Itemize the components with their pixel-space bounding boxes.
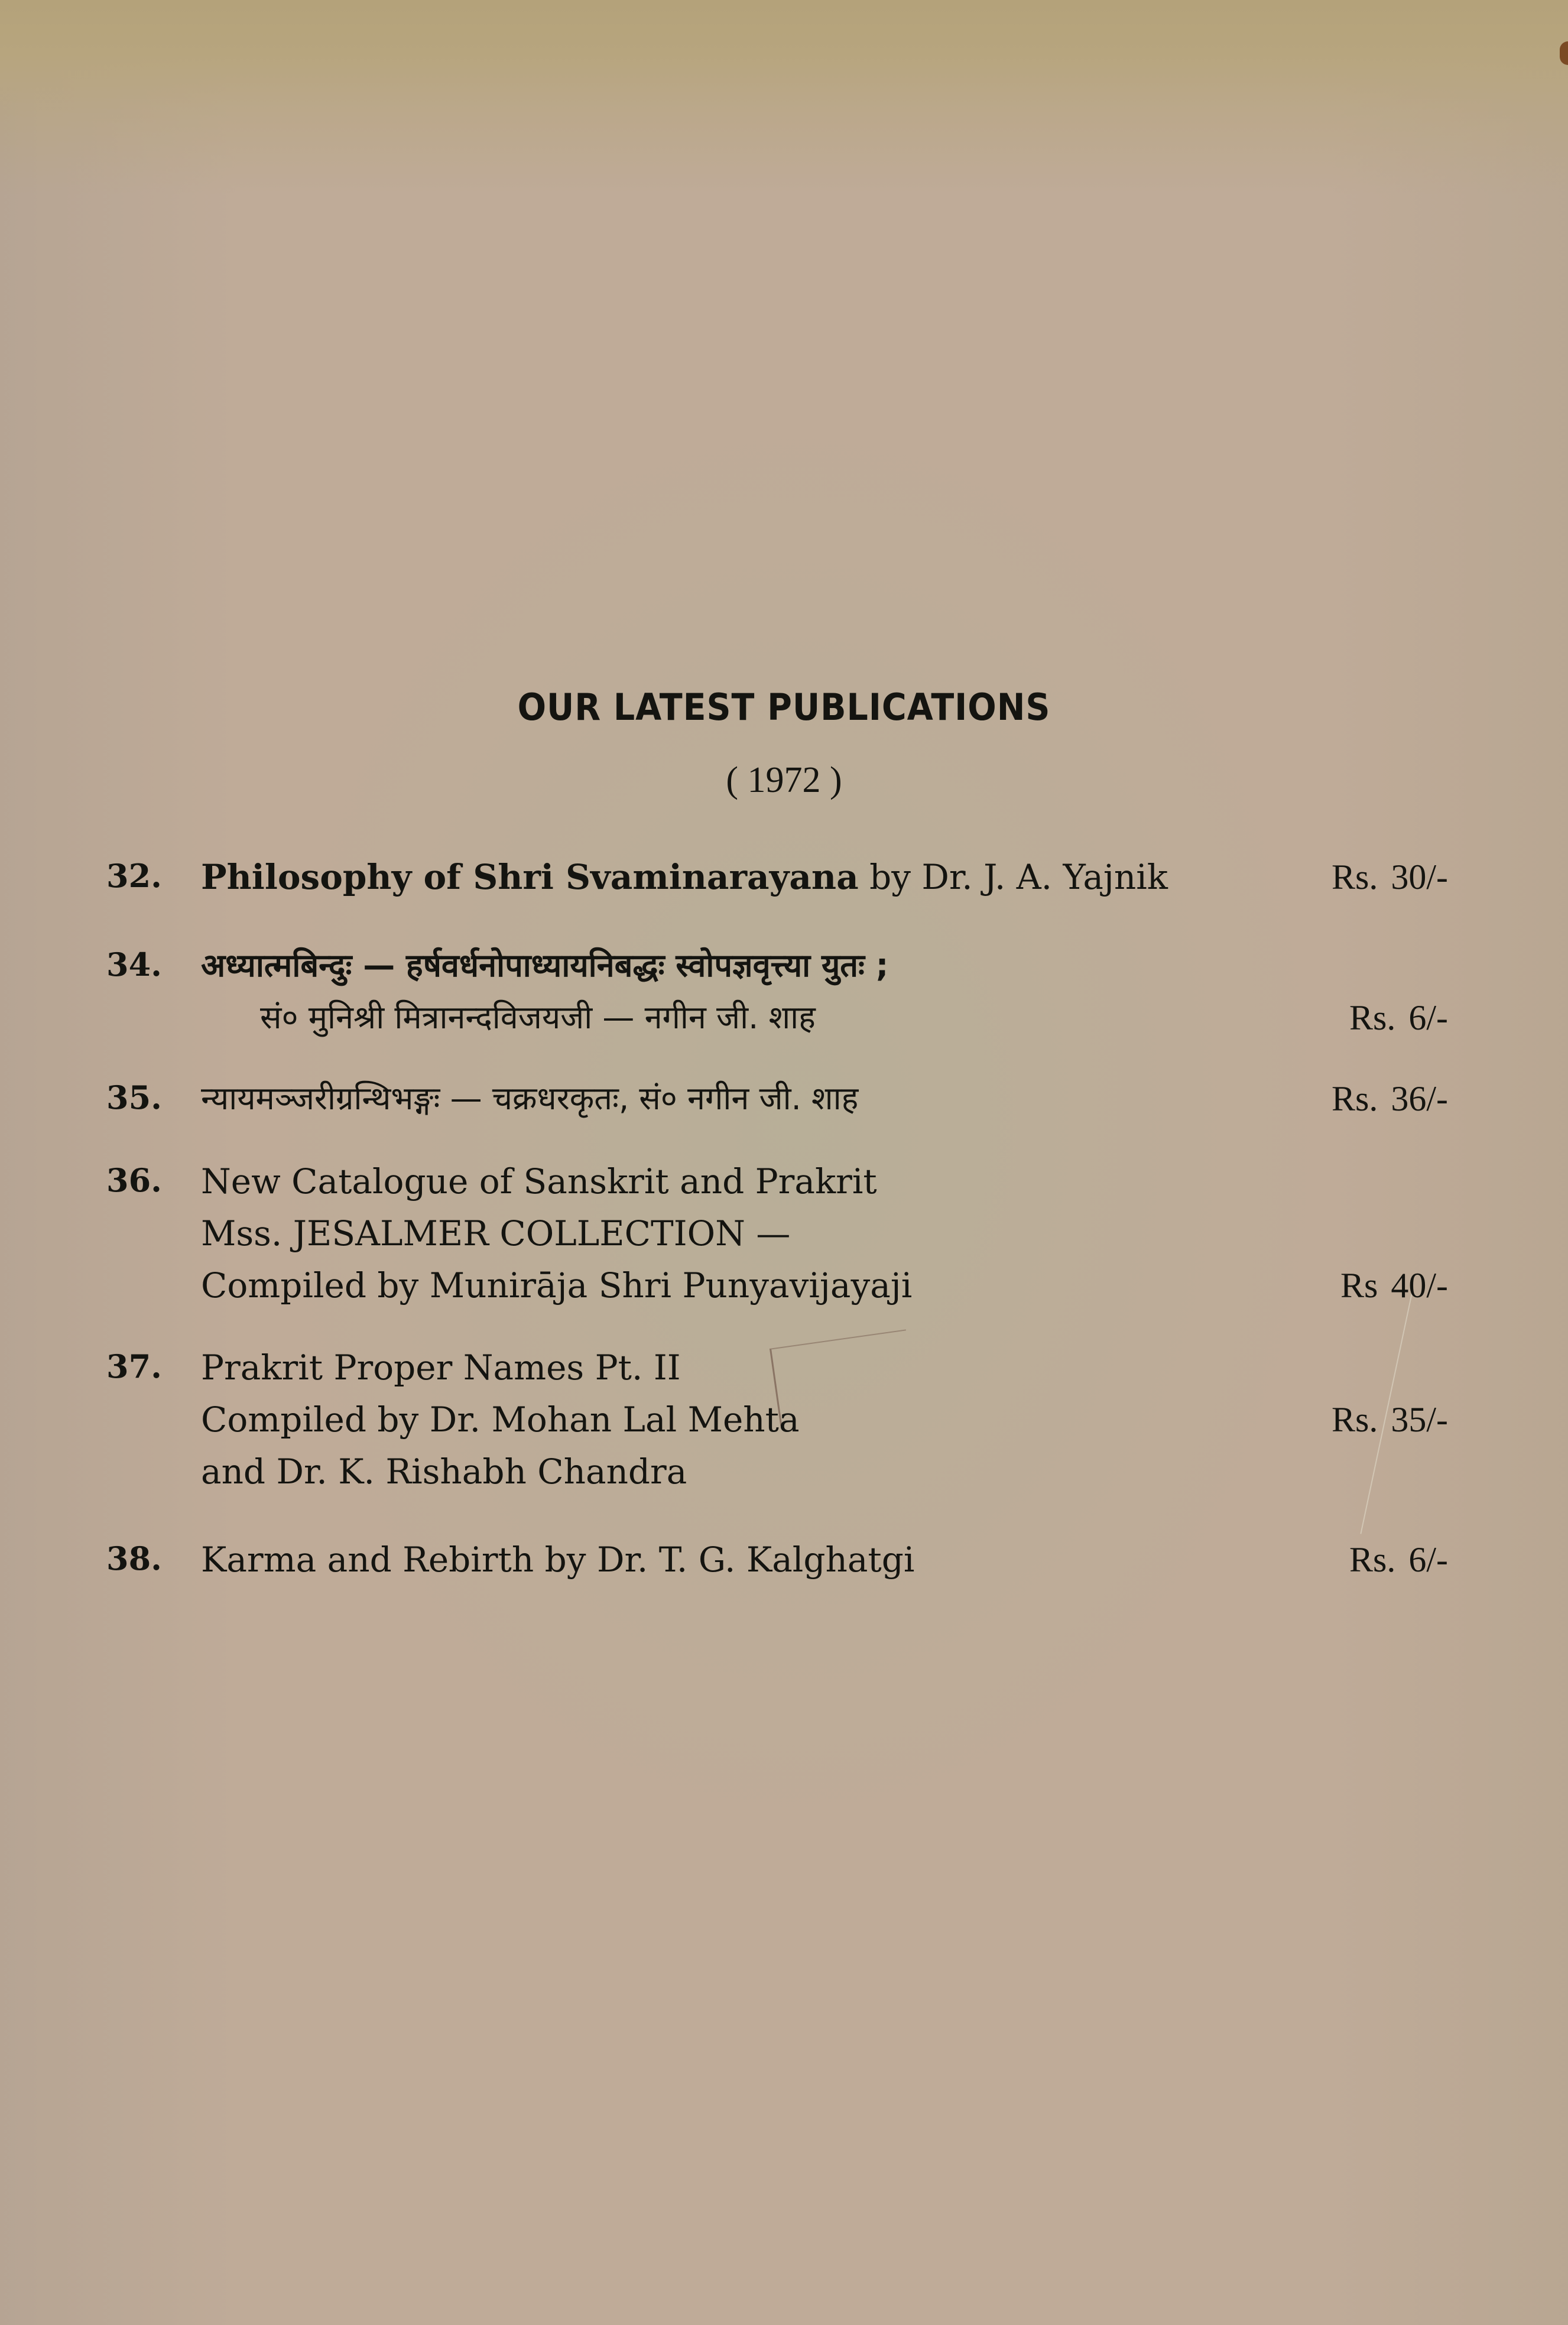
entry-number: 32. — [106, 857, 162, 895]
entry-author: by Dr. J. A. Yajnik — [858, 857, 1168, 897]
publication-year: ( 1972 ) — [726, 760, 842, 800]
entry-text — [201, 851, 1324, 903]
entry-line: सं० मुनिश्री मित्रानन्दविजयजी — नगीन जी. शाह — [260, 999, 816, 1036]
price-value: 6/- — [1408, 1540, 1448, 1579]
price-currency: Rs. — [1349, 1540, 1396, 1579]
entry-number: 37. — [106, 1347, 162, 1385]
entry-number: 38. — [106, 1540, 162, 1577]
entry-number: 36. — [106, 1161, 162, 1199]
entry-line: and Dr. K. Rishabh Chandra — [201, 1451, 687, 1492]
price-value: 40/- — [1391, 1266, 1448, 1305]
entry-line — [201, 851, 1324, 903]
price-currency: Rs. — [1349, 998, 1396, 1037]
price-currency: Rs. — [1331, 1400, 1378, 1439]
entry-price — [1332, 851, 1448, 903]
entry-line: Prakrit Proper Names Pt. II — [201, 1347, 681, 1388]
entry-line: Compiled by Dr. Mohan Lal Mehta — [201, 1399, 800, 1440]
page-title: OUR LATEST PUBLICATIONS — [517, 686, 1051, 729]
price-value: 30/- — [1391, 858, 1448, 897]
entry-title: Philosophy of Shri Svaminarayana — [201, 857, 859, 897]
entry-line: अध्यात्मबिन्दुः — हर्षवर्धनोपाध्यायनिबद्धः स्वोपज्ञवृत्त्या युतः ; — [201, 947, 889, 984]
entry-line: Compiled by Munirāja Shri Punyavijayaji — [201, 1265, 913, 1306]
price-value: 6/- — [1408, 998, 1448, 1037]
entry-text — [201, 1342, 1324, 1498]
price-currency: Rs. — [1331, 1079, 1378, 1118]
entry-text — [201, 1073, 1324, 1125]
entry-price — [1349, 1534, 1448, 1586]
entry-text — [201, 1534, 1324, 1586]
entry-price — [1332, 1394, 1448, 1446]
price-value: 35/- — [1391, 1400, 1448, 1439]
price-value: 36/- — [1391, 1079, 1448, 1118]
entry-price — [1349, 992, 1448, 1044]
entry-text — [201, 1155, 1324, 1311]
entry-number: 35. — [106, 1079, 162, 1116]
entry-line: Karma and Rebirth by Dr. T. G. Kalghatgi — [201, 1540, 915, 1580]
entry-price — [1340, 1259, 1448, 1311]
entry-line: New Catalogue of Sanskrit and Prakrit — [201, 1161, 877, 1202]
entry-line: न्यायमञ्जरीग्रन्थिभङ्गः — चक्रधरकृतः, सं० नगीन जी. शाह — [201, 1080, 859, 1117]
entry-text — [201, 940, 1324, 1044]
price-currency: Rs. — [1331, 858, 1378, 897]
entry-line: Mss. JESALMER COLLECTION — — [201, 1213, 791, 1254]
price-currency: Rs — [1340, 1266, 1378, 1305]
entry-price — [1332, 1073, 1448, 1125]
entry-number: 34. — [106, 946, 162, 983]
